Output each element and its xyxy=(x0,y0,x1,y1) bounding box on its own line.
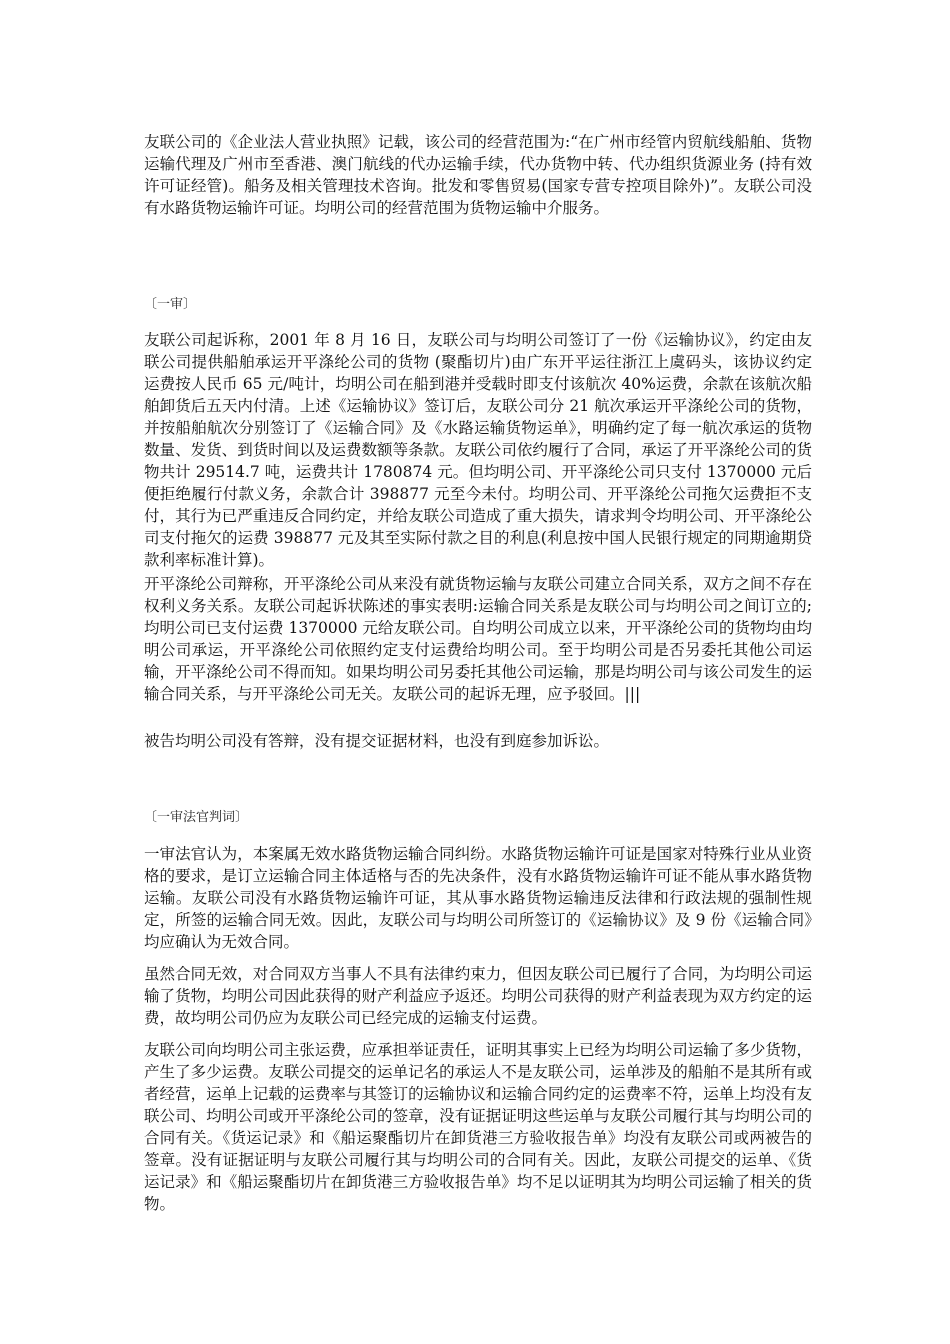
paragraph-business-scope: 友联公司的《企业法人营业执照》记载，该公司的经营范围为:“在广州市经管内贸航线船舶、货物运输代理及广州市至香港、澳门航线的代办运输手续，代办货物中转、代办组织货源业务 (持有效许可证经管)。船务及相关管理技术咨询。批发和零售贸易(国家专营专控项目除外)”。友联公司没有水路货物运输许可证。均明公司的经营范围为货物运输中介服务。 xyxy=(144,133,812,217)
paragraph-no-reply: 被告均明公司没有答辩，没有提交证据材料，也没有到庭参加诉讼。 xyxy=(144,732,610,750)
paragraph-burden-of-proof: 友联公司向均明公司主张运费，应承担举证责任，证明其事实上已经为均明公司运输了多少货物，产生了多少运费。友联公司提交的运单记名的承运人不是友联公司，运单涉及的船舶不是其所有或者经营，运单上记载的运费率与其签订的运输协议和运输合同约定的运费率不符，运单上均没有友联公司、均明公司或开平涤纶公司的签章，没有证据证明这些运单与友联公司履行其与均明公司的合同有关。《货运记录》和《船运聚酯切片在卸货港三方验收报告单》均没有友联公司或两被告的签章。没有证据证明与友联公司履行其与均明公司的合同有关。因此，友联公司提交的运单、《货运记录》和《船运聚酯切片在卸货港三方验收报告单》均不足以证明其为均明公司运输了相关的货物。 xyxy=(144,1041,812,1213)
paragraph-property-return: 虽然合同无效，对合同双方当事人不具有法律约束力，但因友联公司已履行了合同，为均明公司运输了货物，均明公司因此获得的财产利益应予返还。均明公司获得的财产利益表现为双方约定的运费，故均明公司仍应为友联公司已经完成的运输支付运费。 xyxy=(144,965,812,1027)
section-heading-first-instance: 〔一审〕 xyxy=(144,297,197,312)
paragraph-plaintiff-claim: 友联公司起诉称，2001 年 8 月 16 日，友联公司与均明公司签订了一份《运输协议》，约定由友联公司提供船舶承运开平涤纶公司的货物 (聚酯切片)由广东开平运往浙江上虞码头，该协议约定运费按人民币 65 元/吨计，均明公司在船到港并受载时即支付该航次 40%运费，余款在该航次船舶卸货后五天内付清。上述《运输协议》签订后，友联公司分 21 航次承运开平涤纶公司的货物，并按船舶航次分别签订了《运输合同》及《水路运输货物运单》，明确约定了每一航次承运的货物数量、发货、到货时间以及运费数额等条款。友联公司依约履行了合同，承运了开平涤纶公司的货物共计 29514.7 吨，运费共计 1780874 元。但均明公司、开平涤纶公司只支付 1370000 元后便拒绝履行付款义务，余款合计 398877 元至今未付。均明公司、开平涤纶公司拖欠运费拒不支付，其行为已严重违反合同约定，并给友联公司造成了重大损失，请求判令均明公司、开平涤纶公司支付拖欠的运费 398877 元及其至实际付款之目的利息(利息按中国人民银行规定的同期逾期贷款利率标准计算)。 xyxy=(144,331,812,569)
paragraph-defendant-defense: 开平涤纶公司辩称，开平涤纶公司从来没有就货物运输与友联公司建立合同关系，双方之间不存在权利义务关系。友联公司起诉状陈述的事实表明:运输合同关系是友联公司与均明公司之间订立的;均明公司已支付运费 1370000 元给友联公司。自均明公司成立以来，开平涤纶公司的货物均由均明公司承运，开平涤纶公司依照约定支付运费给均明公司。至于均明公司是否另委托其他公司运输，开平涤纶公司不得而知。如果均明公司另委托其他公司运输，那是均明公司与该公司发生的运输合同关系，与开平涤纶公司无关。友联公司的起诉无理，应予驳回。||| xyxy=(144,575,812,703)
paragraph-contract-invalid: 一审法官认为，本案属无效水路货物运输合同纠纷。水路货物运输许可证是国家对特殊行业从业资格的要求，是订立运输合同主体适格与否的先决条件，没有水路货物运输许可证不能从事水路货物运输。友联公司没有水路货物运输许可证，其从事水路货物运输违反法律和行政法规的强制性规定，所签的运输合同无效。因此，友联公司与均明公司所签订的《运输协议》及 9 份《运输合同》均应确认为无效合同。 xyxy=(144,845,812,951)
section-heading-judge-opinion: 〔一审法官判词〕 xyxy=(144,810,249,825)
